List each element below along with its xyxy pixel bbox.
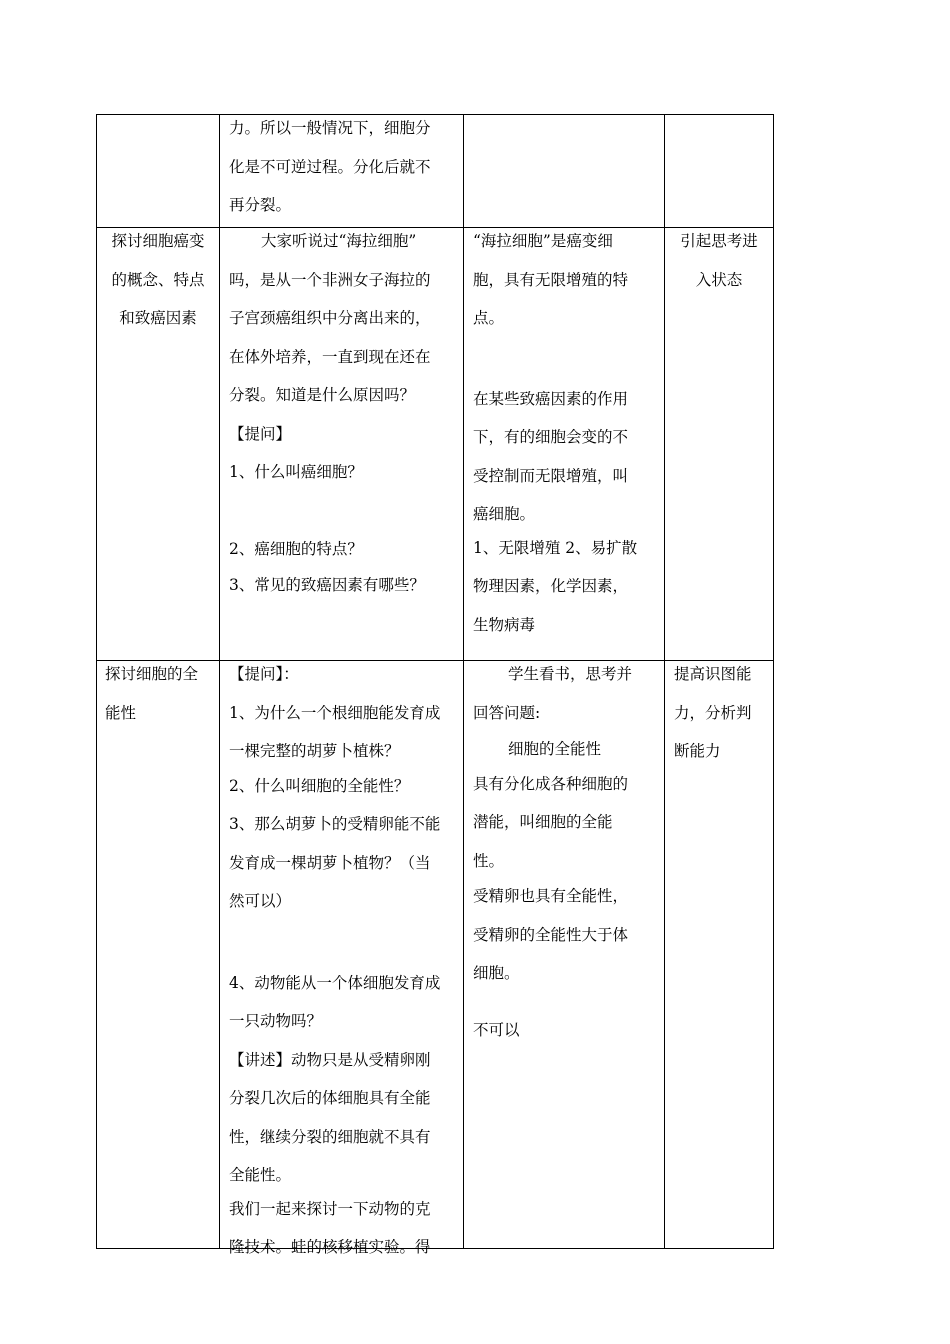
text-line: 引起思考进 — [680, 232, 758, 250]
column-divider-1 — [219, 114, 220, 1249]
row2-design-intent — [665, 222, 773, 299]
text-line: 的概念、特点 — [111, 270, 205, 289]
text-line: 生物病毒 — [473, 615, 536, 634]
text-line: 下，有的细胞会变的不 — [473, 428, 629, 446]
blank-line — [229, 921, 457, 964]
text-line: 我们一起来探讨一下动物的克 — [229, 1199, 431, 1218]
text-line: 受精卵的全能性大于体 — [473, 925, 629, 944]
text-line: 癌细胞。 — [473, 505, 536, 523]
text-line: 学生看书，思考并 — [508, 665, 633, 683]
blank-line — [229, 492, 457, 531]
text-line: 性。 — [473, 851, 505, 870]
row3-topic — [105, 655, 217, 732]
text-line: 3、那么胡萝卜的受精卵能不能 — [229, 815, 441, 833]
text-line: 【讲述】动物只是从受精卵刚 — [229, 1050, 431, 1069]
text-line: 【提问】： — [229, 665, 299, 683]
text-line: 能性 — [105, 703, 137, 722]
text-line: 大家听说过“海拉细胞” — [261, 232, 417, 250]
text-line: 力。所以一般情况下，细胞分 — [229, 119, 431, 137]
text-line: 探讨细胞癌变 — [111, 232, 205, 250]
text-line: 分裂几次后的体细胞具有全能 — [229, 1089, 431, 1107]
column-divider-2 — [463, 114, 464, 1249]
text-line: 2、什么叫细胞的全能性？ — [229, 776, 410, 795]
text-line: 子宫颈癌组织中分离出来的， — [229, 309, 431, 327]
text-line: 物理因素，化学因素， — [473, 577, 629, 595]
text-line: 发育成一棵胡萝卜植物？（当 — [229, 853, 431, 872]
text-line: 一只动物吗？ — [229, 1012, 323, 1030]
text-line: 受精卵也具有全能性， — [473, 887, 629, 905]
row1-teacher-activity — [229, 109, 457, 225]
text-line: 具有分化成各种细胞的 — [473, 774, 629, 793]
text-line: 分裂。知道是什么原因吗？ — [229, 386, 416, 404]
text-line: 胞，具有无限增殖的特 — [473, 270, 629, 289]
row2-student-activity — [473, 222, 657, 644]
text-line: 回答问题: — [473, 703, 541, 722]
text-line: 再分裂。 — [229, 196, 292, 214]
row2-topic — [97, 222, 219, 338]
text-line: 受控制而无限增殖，叫 — [473, 466, 629, 485]
text-line: 1、无限增殖 2、易扩散 — [473, 538, 638, 557]
text-line: 1、为什么一个根细胞能发育成 — [229, 703, 441, 722]
text-line: 细胞。 — [473, 964, 520, 982]
text-line: 断能力 — [674, 742, 721, 760]
text-line: “海拉细胞”是癌变细 — [473, 232, 613, 250]
text-line: 力，分析判 — [674, 703, 752, 722]
text-line: 和致癌因素 — [119, 309, 197, 327]
row3-student-activity — [473, 655, 657, 1049]
text-line: 2、癌细胞的特点？ — [229, 540, 363, 558]
blank-line — [473, 338, 657, 380]
text-line: 【提问】 — [229, 424, 292, 443]
text-line: 1、什么叫癌细胞？ — [229, 463, 363, 481]
table-right-border — [773, 114, 774, 1249]
text-line: 在某些致癌因素的作用 — [473, 389, 629, 408]
text-line: 4、动物能从一个体细胞发育成 — [229, 973, 441, 992]
text-line: 隆技术。蛙的核移植实验。得 — [229, 1238, 431, 1256]
text-line: 细胞的全能性 — [508, 740, 602, 758]
text-line: 然可以） — [229, 892, 292, 910]
text-line: 潜能，叫细胞的全能 — [473, 813, 613, 831]
text-line: 化是不可逆过程。分化后就不 — [229, 157, 431, 176]
text-line: 在体外培养，一直到现在还在 — [229, 347, 431, 366]
text-line: 点。 — [473, 309, 505, 327]
row3-teacher-activity — [229, 655, 457, 1267]
text-line: 全能性。 — [229, 1166, 292, 1184]
text-line: 一棵完整的胡萝卜植株？ — [229, 742, 400, 760]
row2-teacher-activity — [229, 222, 457, 604]
text-line: 吗，是从一个非洲女子海拉的 — [229, 270, 431, 289]
text-line: 入状态 — [695, 270, 743, 289]
text-line: 提高识图能 — [674, 665, 752, 683]
text-line: 不可以 — [473, 1020, 520, 1039]
blank-line — [473, 993, 657, 1011]
text-line: 探讨细胞的全 — [105, 665, 199, 683]
row3-design-intent — [674, 655, 770, 771]
text-line: 性，继续分裂的细胞就不具有 — [229, 1127, 431, 1146]
text-line: 3、常见的致癌因素有哪些？ — [229, 575, 425, 594]
